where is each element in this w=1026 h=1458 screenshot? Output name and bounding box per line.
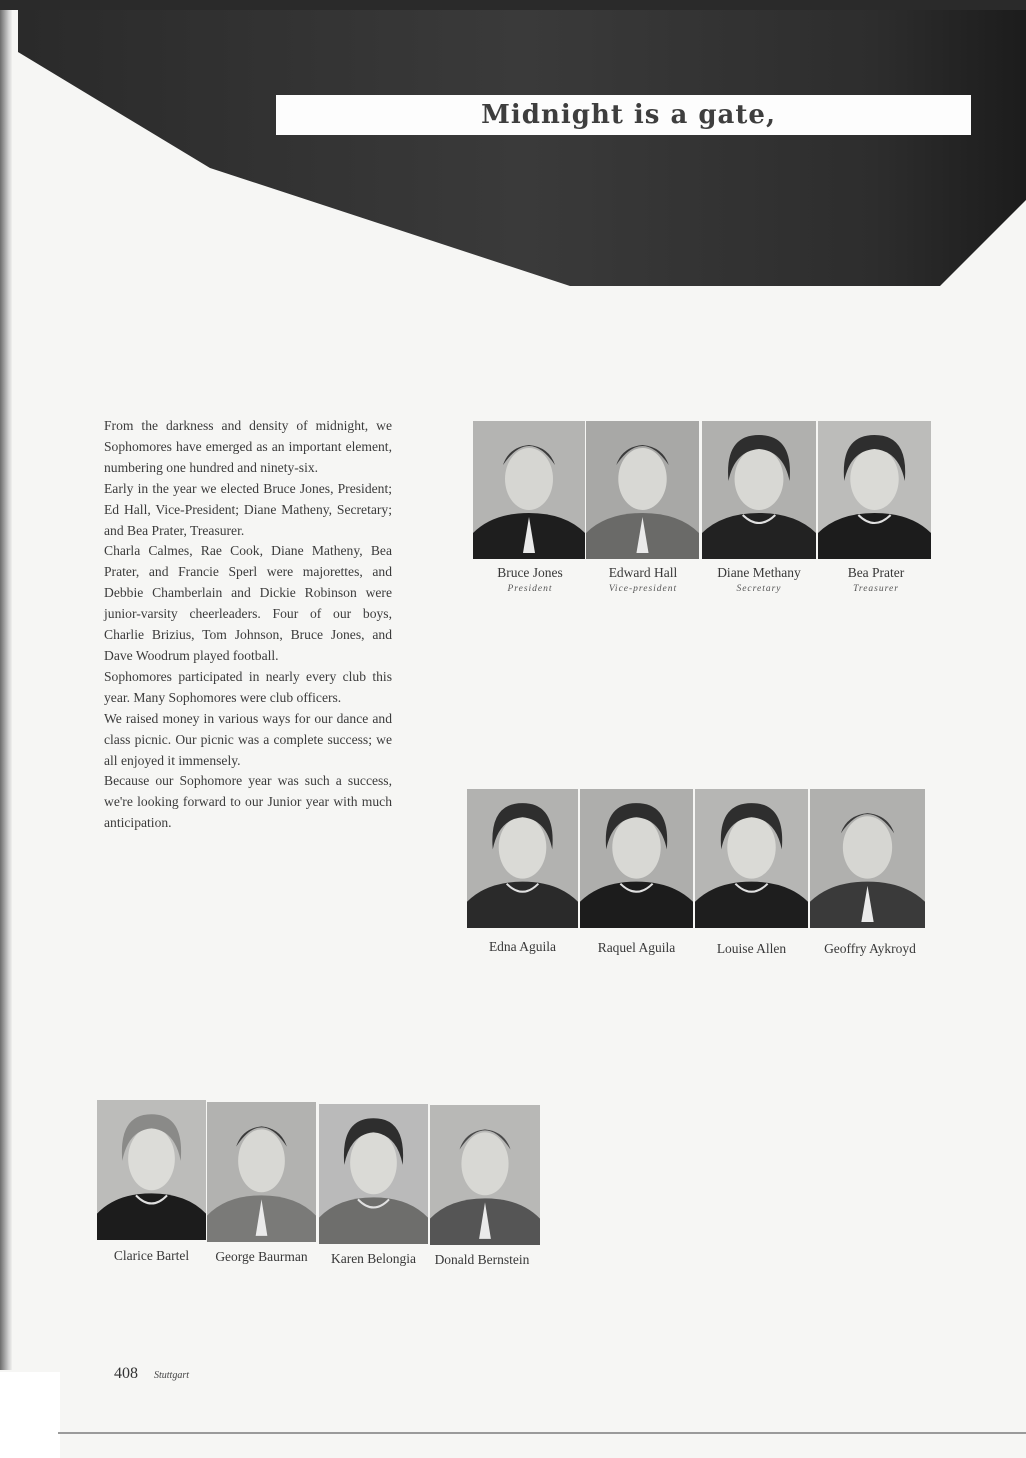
portrait-name: Edna Aguila <box>488 939 557 954</box>
officer-role: Secretary <box>736 584 782 594</box>
portrait-name: Karen Belongia <box>330 1251 417 1266</box>
portrait-name: Bruce Jones <box>497 565 563 580</box>
portrait-name: Diane Methany <box>717 565 801 580</box>
portrait-photo <box>695 789 808 928</box>
portrait-photo <box>586 421 699 559</box>
portrait-photo <box>473 421 585 559</box>
portrait-name: Geoffry Aykroyd <box>824 941 916 956</box>
article-paragraph: From the darkness and density of midnight, we Sophomores have emerged as an important element, numbering one hundred and ninety-six. <box>104 418 392 475</box>
article-paragraph: Charla Calmes, Rae Cook, Diane Matheny, Bea Prater, and Francie Sperl were majorettes, and Debbie Chamberlain and Dickie Robinson were junior-varsity cheerleaders. Four of our boys, Charlie Brizius, Tom Johnson, Bruce Jones, and Dave Woodrum played football. <box>104 543 392 663</box>
officer-role: President <box>507 584 553 594</box>
article-paragraph: Sophomores participated in nearly every club this year. Many Sophomores were club officers. <box>104 668 392 705</box>
portrait-name: Clarice Bartel <box>113 1248 190 1263</box>
bottom-edge-line <box>58 1432 1026 1434</box>
page-corner <box>0 1372 60 1458</box>
portrait-photo <box>319 1104 428 1244</box>
portrait-photo <box>702 421 816 559</box>
portrait-name: Edward Hall <box>608 565 678 580</box>
portrait-photo <box>810 789 925 928</box>
article-paragraph: Early in the year we elected Bruce Jones, President; Ed Hall, Vice-President; Diane Matheny, Secretary; and Bea Prater, Treasurer. <box>104 480 392 538</box>
article-paragraph: Because our Sophomore year was such a success, we're looking forward to our Junior year with much anticipation. <box>104 773 392 831</box>
officer-role: Vice-president <box>608 584 678 594</box>
publication-name: Stuttgart <box>154 1370 190 1381</box>
officer-role: Treasurer <box>853 584 899 594</box>
portrait-photo <box>207 1102 316 1242</box>
portrait-name: Donald Bernstein <box>434 1252 530 1267</box>
portrait-name: Bea Prater <box>847 565 905 580</box>
portrait-photo <box>467 789 578 928</box>
portrait-photo <box>818 421 931 559</box>
portrait-name: Louise Allen <box>716 941 787 956</box>
portrait-name: George Baurman <box>215 1249 308 1264</box>
portrait-photo <box>97 1100 206 1240</box>
portrait-photo <box>580 789 693 928</box>
header-banner <box>0 0 1026 300</box>
article-body <box>104 416 392 834</box>
portrait-name: Raquel Aguila <box>597 940 676 955</box>
page-number: 408 <box>114 1365 138 1382</box>
portrait-photo <box>430 1105 540 1245</box>
article-paragraph: We raised money in various ways for our dance and class picnic. Our picnic was a complete success; we all enjoyed it immensely. <box>104 710 392 768</box>
page-title: Midnight is a gate, <box>481 100 776 130</box>
